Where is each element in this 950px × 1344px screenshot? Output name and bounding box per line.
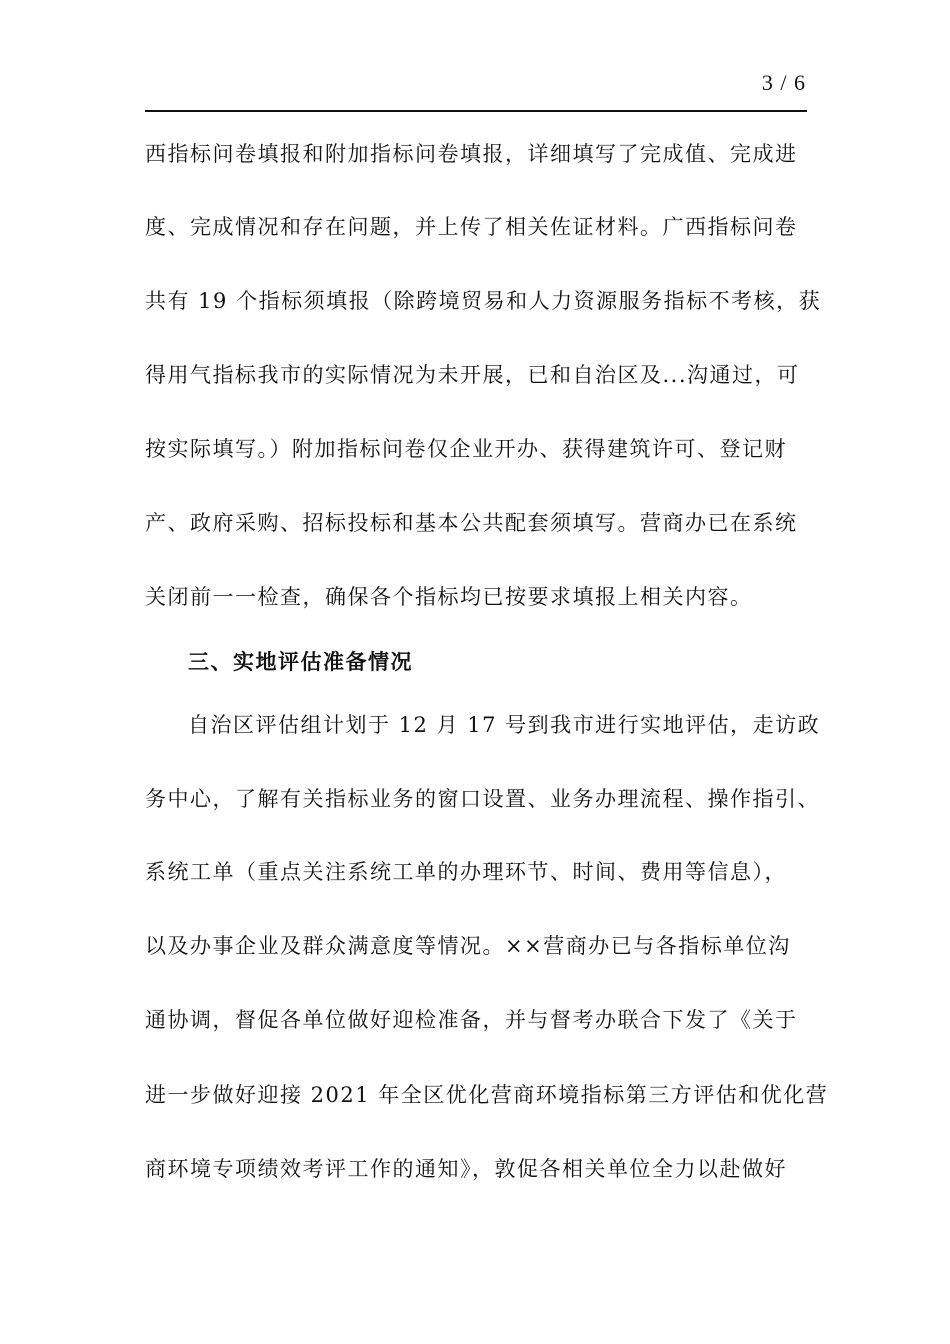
body-line: 得用气指标我市的实际情况为未开展，已和自治区及...沟通过，可 (145, 363, 800, 387)
body-line: 产、政府采购、招标投标和基本公共配套须填写。营商办已在系统 (145, 511, 798, 535)
body-line: 进一步做好迎接 2021 年全区优化营商环境指标第三方评估和优化营 (145, 1083, 829, 1107)
body-line: 商环境专项绩效考评工作的通知》，敦促各相关单位全力以赴做好 (145, 1157, 787, 1181)
body-line: 按实际填写。）附加指标问卷仅企业开办、获得建筑许可、登记财 (145, 437, 787, 461)
page-number: 3 / 6 (761, 70, 806, 95)
section-heading: 三、实地评估准备情况 (188, 649, 413, 674)
body-line: 西指标问卷填报和附加指标问卷填报，详细填写了完成值、完成进 (145, 142, 798, 166)
body-line: 系统工单（重点关注系统工单的办理环节、时间、费用等信息）， (145, 860, 787, 884)
body-line: 度、完成情况和存在问题，并上传了相关佐证材料。广西指标问卷 (145, 215, 798, 239)
body-line: 以及办事企业及群众满意度等情况。××营商办已与各指标单位沟 (145, 934, 791, 958)
body-line: 共有 19 个指标须填报（除跨境贸易和人力资源服务指标不考核，获 (145, 289, 822, 313)
header-rule (145, 110, 807, 112)
body-line: 自治区评估组计划于 12 月 17 号到我市进行实地评估，走访政 (188, 713, 821, 737)
body-line: 通协调，督促各单位做好迎检准备，并与督考办联合下发了《关于 (145, 1008, 798, 1032)
body-line: 务中心，了解有关指标业务的窗口设置、业务办理流程、操作指引、 (145, 787, 820, 811)
body-line: 关闭前一一检查，确保各个指标均已按要求填报上相关内容。 (145, 585, 753, 609)
